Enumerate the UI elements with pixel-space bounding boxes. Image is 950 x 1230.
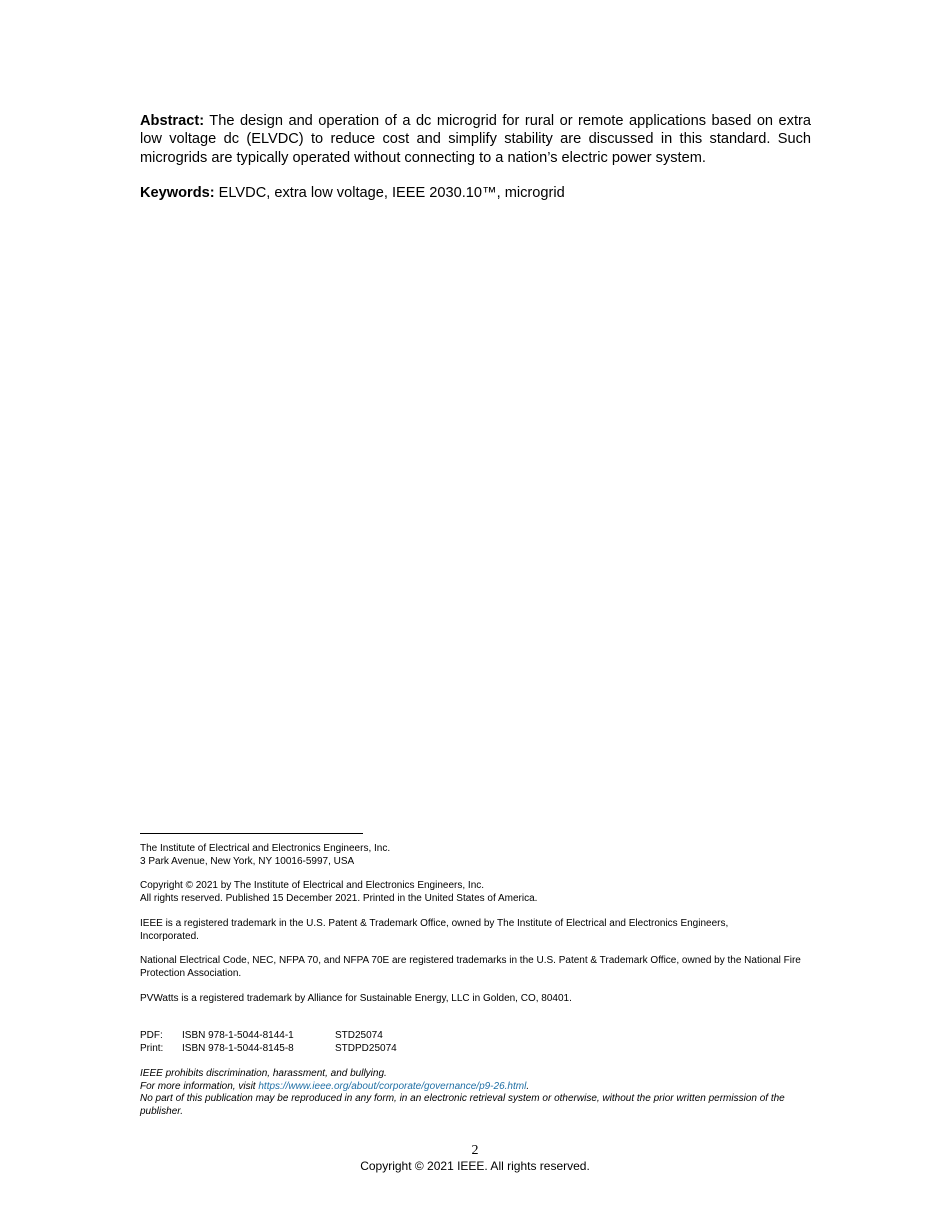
trademark-nfpa: National Electrical Code, NEC, NFPA 70, and NFPA 70E are registered trademarks in the U.S. Patent & Trademark Office, owned by the National Fire Protection Association. xyxy=(140,955,801,979)
isbn-code: STD25074 xyxy=(335,1030,383,1041)
notice-line-1: IEEE prohibits discrimination, harassment, and bullying. xyxy=(140,1068,387,1079)
notice-line-3: No part of this publication may be reproduced in any form, in an electronic retrieval system or otherwise, without the prior written permission of the publisher. xyxy=(140,1093,785,1117)
isbn-row-print xyxy=(140,1043,397,1056)
keywords-paragraph xyxy=(140,184,811,202)
notice-line-2-suffix: . xyxy=(526,1080,530,1092)
isbn-format: PDF: xyxy=(140,1030,163,1041)
isbn-number: ISBN 978-1-5044-8145-8 xyxy=(182,1042,294,1054)
abstract-text: The design and operation of a dc microgrid for rural or remote applications based on extra low voltage dc (ELVDC) to reduce cost and simplify stability are discussed in this standard. Such microgrids are typically operated without connecting to a nation’s electric power system. xyxy=(140,113,811,166)
address-line-2: 3 Park Avenue, New York, NY 10016-5997, USA xyxy=(140,855,355,867)
isbn-code: STDPD25074 xyxy=(335,1042,397,1054)
abstract-label: Abstract: xyxy=(140,113,205,129)
copyright-notice xyxy=(140,880,820,905)
footnote-separator xyxy=(140,833,363,834)
isbn-format: Print: xyxy=(140,1042,164,1054)
keywords-text: ELVDC, extra low voltage, IEEE 2030.10™, microgrid xyxy=(214,185,565,201)
policy-link[interactable]: https://www.ieee.org/about/corporate/governance/p9-26.html xyxy=(258,1080,527,1092)
notice-line-2-prefix: For more information, visit xyxy=(140,1080,259,1092)
address-line-1: The Institute of Electrical and Electronics Engineers, Inc. xyxy=(140,843,391,854)
trademark-pvwatts: PVWatts is a registered trademark by Alliance for Sustainable Energy, LLC in Golden, CO, 80401. xyxy=(140,993,572,1004)
isbn-number: ISBN 978-1-5044-8144-1 xyxy=(182,1030,294,1041)
keywords-label: Keywords: xyxy=(140,185,215,201)
copyright-line-1: Copyright © 2021 by The Institute of Electrical and Electronics Engineers, Inc. xyxy=(140,880,485,891)
abstract-paragraph xyxy=(140,112,811,167)
isbn-table xyxy=(140,1030,397,1055)
isbn-row-pdf xyxy=(140,1030,397,1043)
page-footer: Copyright © 2021 IEEE. All rights reserved. xyxy=(360,1159,590,1173)
copyright-line-2: All rights reserved. Published 15 December 2021. Printed in the United States of America. xyxy=(140,892,538,904)
page-number: 2 xyxy=(471,1143,479,1158)
trademark-ieee: IEEE is a registered trademark in the U.S. Patent & Trademark Office, owned by The Institute of Electrical and Electronics Engineers, Incorporated. xyxy=(140,918,729,942)
publication-notice xyxy=(140,1068,815,1118)
publisher-address xyxy=(140,843,820,868)
